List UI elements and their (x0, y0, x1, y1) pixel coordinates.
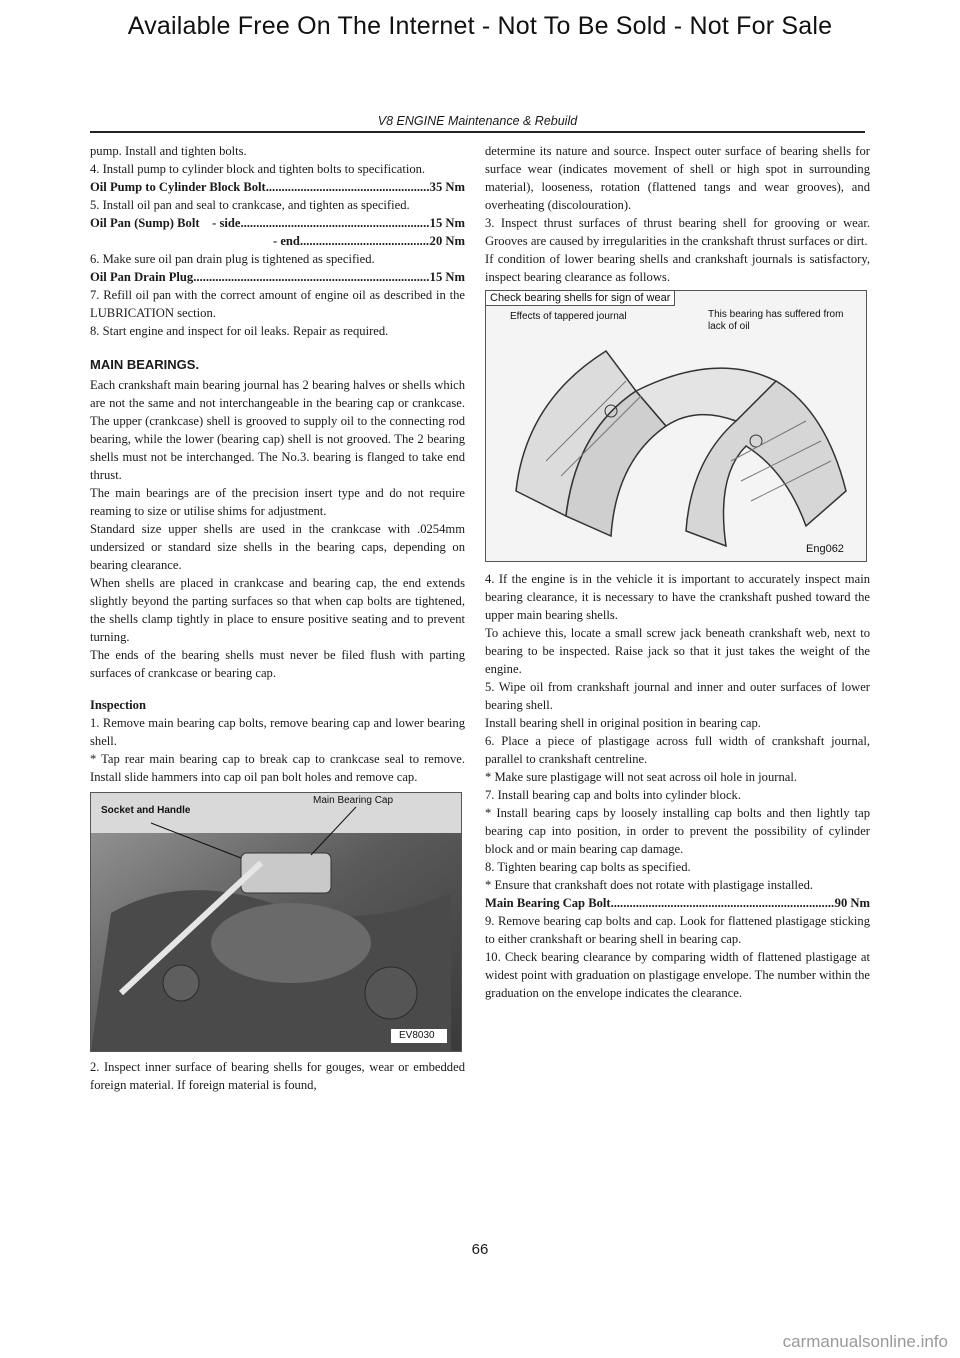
paragraph: * Make sure plastigage will not seat across oil hole in journal. (485, 770, 797, 784)
paragraph: Install bearing shell in original position in bearing cap. (485, 716, 761, 730)
bearing-shell-figure (485, 290, 867, 562)
figure-code: Eng062 (806, 543, 844, 555)
left-column (90, 142, 465, 1094)
paragraph: 5. Wipe oil from crankshaft journal and inner and outer surfaces of lower bearing shell. (485, 680, 870, 712)
paragraph: The ends of the bearing shells must never be filed flush with parting surfaces of crankcase or bearing cap. (90, 648, 465, 680)
spec-value: 20 Nm (429, 234, 465, 248)
paragraph: 7. Install bearing cap and bolts into cylinder block. (485, 788, 742, 802)
engine-photo-figure (90, 792, 462, 1052)
spec-value: 15 Nm (429, 270, 465, 284)
spec-value: 35 Nm (429, 180, 465, 194)
paragraph: * Ensure that crankshaft does not rotate with plastigage installed. (485, 878, 814, 892)
paragraph: * Tap rear main bearing cap to break cap to crankcase seal to remove. Install slide hammers into cap oil pan bolt holes and remove cap. (90, 752, 465, 784)
footer-watermark: carmanualsonline.info (782, 1332, 948, 1351)
figure-label-cap: Main Bearing Cap (313, 795, 394, 806)
right-column (485, 142, 870, 1002)
paragraph: determine its nature and source. Inspect outer surface of bearing shells for surface wear (indicates movement of shell or high spot in surrounding material), looseness, rotation (flattened tangs and wear grooves), and overheating (discolouration). (485, 144, 870, 212)
spec-label: - end (273, 234, 300, 248)
spec-label: Oil Pan (Sump) Bolt - side (90, 216, 241, 230)
paragraph: The main bearings are of the precision insert type and do not require reaming to size or utilise shims for adjustment. (90, 486, 465, 518)
spec-value: 15 Nm (429, 216, 465, 230)
paragraph: When shells are placed in crankcase and bearing cap, the end extends slightly beyond the parting surfaces so that when cap bolts are tightened, the shells clamp tightly in place to ensure positive seating and to prevent turning. (90, 576, 465, 644)
figure-label-socket: Socket and Handle (101, 805, 191, 816)
paragraph: 5. Install oil pan and seal to crankcase, and tighten as specified. (90, 198, 410, 212)
paragraph: 1. Remove main bearing cap bolts, remove bearing cap and lower bearing shell. (90, 716, 465, 748)
paragraph: 3. Inspect thrust surfaces of thrust bearing shell for grooving or wear. Grooves are caused by irregularities in the crankshaft thrust surfaces or dirt. (485, 216, 870, 248)
header-rule (90, 131, 865, 133)
paragraph: pump. Install and tighten bolts. (90, 144, 247, 158)
paragraph: 8. Tighten bearing cap bolts as specified. (485, 860, 691, 874)
paragraph: 9. Remove bearing cap bolts and cap. Look for flattened plastigage sticking to either crankshaft or bearing shell in bearing cap. (485, 914, 870, 946)
torque-spec (90, 178, 465, 196)
paragraph: 10. Check bearing clearance by comparing width of flattened plastigage at widest point with graduation on plastigage envelope. The number within the graduation on the envelope indicates the clearance. (485, 950, 870, 1000)
running-head: V8 ENGINE Maintenance & Rebuild (377, 114, 578, 128)
paragraph: If condition of lower bearing shells and crankshaft journals is satisfactory, inspect bearing clearance as follows. (485, 252, 870, 284)
torque-spec (90, 214, 465, 232)
banner-notice: Available Free On The Internet - Not To Be Sold - Not For Sale (127, 12, 833, 40)
spec-label: Oil Pump to Cylinder Block Bolt (90, 180, 266, 194)
subsection-heading: Inspection (90, 698, 146, 712)
spec-label: Main Bearing Cap Bolt (485, 896, 611, 910)
spec-label: Oil Pan Drain Plug (90, 270, 194, 284)
figure-code: EV8030 (399, 1030, 435, 1041)
paragraph: * Install bearing caps by loosely installing cap bolts and then lightly tap bearing cap into position, in order to prevent the possibility of cylinder block and or main bearing cap damage. (485, 806, 870, 856)
paragraph: 7. Refill oil pan with the correct amount of engine oil as described in the LUBRICATION section. (90, 288, 465, 320)
figure-label-tapered: Effects of tappered journal (510, 311, 627, 322)
paragraph: 6. Place a piece of plastigage across full width of crankshaft journal, parallel to crankshaft centreline. (485, 734, 870, 766)
engine-photo-illustration (91, 793, 461, 1051)
paragraph: 4. Install pump to cylinder block and tighten bolts to specification. (90, 162, 426, 176)
paragraph: To achieve this, locate a small screw jack beneath crankshaft web, next to bearing to be inspected. Raise jack so that it just takes the weight of the engine. (485, 626, 870, 676)
torque-spec (90, 232, 465, 250)
torque-spec (485, 894, 870, 912)
paragraph: 6. Make sure oil pan drain plug is tightened as specified. (90, 252, 375, 266)
figure-title: Check bearing shells for sign of wear (486, 291, 675, 306)
spec-value: 90 Nm (834, 896, 870, 910)
paragraph: 2. Inspect inner surface of bearing shells for gouges, wear or embedded foreign material. If foreign material is found, (90, 1060, 465, 1092)
paragraph: Standard size upper shells are used in the crankcase with .0254mm undersized or standard size shells in the bearing caps, depending on bearing clearance. (90, 522, 465, 572)
paragraph: 8. Start engine and inspect for oil leaks. Repair as required. (90, 324, 389, 338)
figure-label-lack-of-oil: This bearing has suffered from lack of oil (708, 309, 844, 332)
paragraph: Each crankshaft main bearing journal has 2 bearing halves or shells which are not the same and not interchangeable in the bearing cap or crankcase. The upper (crankcase) shell is grooved to supply oil to the connecting rod bearing, while the lower (bearing cap) shell is not grooved. The 2 bearing shells must not be interchanged. The No.3. bearing is flanged to take end thrust. (90, 378, 465, 482)
section-heading: MAIN BEARINGS. (90, 357, 200, 372)
page-number: 66 (471, 1241, 489, 1258)
torque-spec (90, 268, 465, 286)
paragraph: 4. If the engine is in the vehicle it is important to accurately inspect main bearing clearance, it is necessary to have the crankshaft pushed toward the upper main bearing shells. (485, 572, 870, 622)
